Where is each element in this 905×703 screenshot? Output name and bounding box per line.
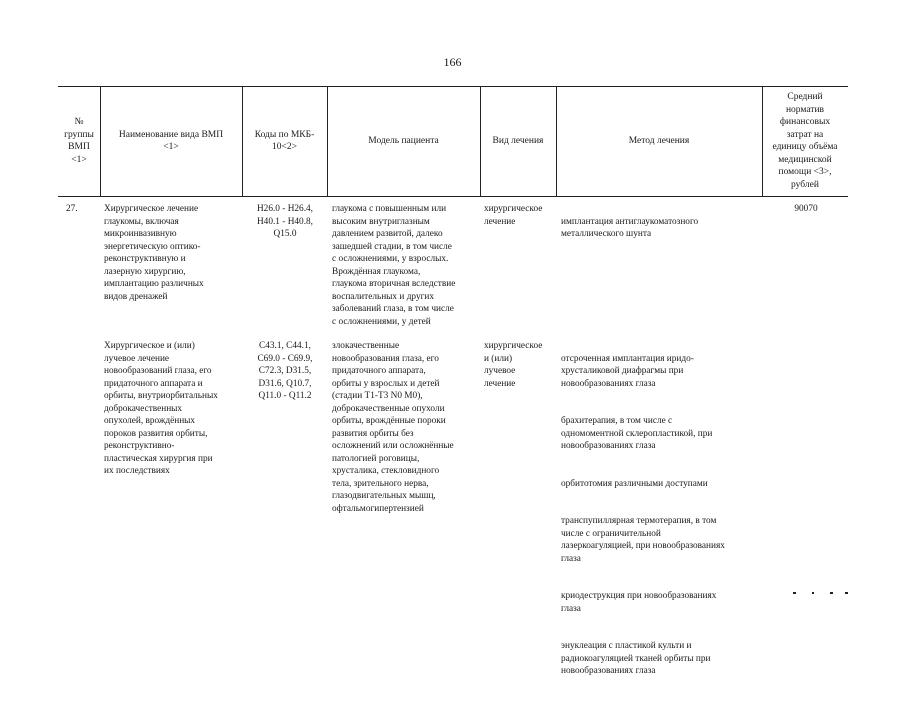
page-number: 166 — [443, 55, 462, 69]
scan-artifact — [845, 592, 848, 594]
row-treatment-type: хирургическое лечение — [484, 204, 543, 227]
scan-artifact — [812, 592, 814, 594]
row-patient-model: глаукома с повышенным или высоким внутриглазным давлением развитой, далеко зашедшей стадии, в том числе с осложнениями, у взрослых. Врождённая глаукома, глаукома вторичная вследствие воспалительных и других заболеваний глаза, в том числе с осложнениями, у детей — [332, 204, 456, 327]
method-item: орбитотомия различными доступами — [561, 478, 708, 489]
row-vmp-name: Хирургическое и (или) лучевое лечение новообразований глаза, его придаточного аппарата и орбиты, внутриорбитальных доброкачественных опухолей, врождённых пороков развития орбиты, реконструктивно- пластическая хирургия при их последствиях — [104, 341, 218, 476]
row-treatment-type: хирургическое и (или) лучевое лечение — [484, 341, 543, 389]
row-treatment-method — [561, 203, 761, 266]
method-item: энуклеация с пластикой культи и радиокоагуляцией тканей орбиты при новообразованиях глаза — [561, 641, 711, 676]
row-icd-codes: C43.1, C44.1, C69.0 - C69.9, C72.3, D31.5, D31.6, Q10.7, Q11.0 - Q11.2 — [257, 341, 313, 401]
row-treatment-method — [561, 340, 761, 703]
header-icd-codes: Коды по МКБ- 10<2> — [254, 129, 315, 152]
method-item: брахитерапия, в том числе с одномоментной склеропластикой, при новообразованиях глаза — [561, 416, 713, 451]
row-icd-codes: H26.0 - H26.4, H40.1 - H40.8, Q15.0 — [256, 204, 314, 239]
row-cost: 90070 — [794, 204, 818, 214]
scan-artifact — [830, 592, 833, 594]
header-treatment-method: Метод лечения — [628, 135, 690, 146]
header-patient-model: Модель пациента — [368, 135, 439, 146]
row-vmp-name: Хирургическое лечение глаукомы, включая микроинвазивную энергетическую оптико- реконструктивную и лазерную хирургию, имплантацию различных видов дренажей — [104, 204, 204, 302]
scan-artifact — [793, 592, 796, 594]
header-vmp-name: Наименование вида ВМП <1> — [118, 129, 224, 152]
row-num: 27. — [66, 204, 78, 214]
header-cost-norm: Средний норматив финансовых затрат на единицу объёма медицинской помощи <3>, рублей — [772, 92, 838, 190]
header-treatment-type: Вид лечения — [492, 135, 544, 146]
method-item: отсроченная имплантация иридо- хрусталиковой диафрагмы при новообразованиях глаза — [561, 353, 694, 389]
method-item: криодеструкция при новообразованиях глаза — [561, 591, 717, 614]
row-patient-model: злокачественные новообразования глаза, его придаточного аппарата, орбиты у взрослых и детей (стадии T1-T3 N0 M0), доброкачественные опухоли орбиты, врождённые пороки развития орбиты без осложнений или осложнённые патологией роговицы, хрусталика, стекловидного тела, зрительного нерва, глазодвигательных мышц, офтальмогипертензией — [332, 341, 454, 514]
table-header-rule — [58, 196, 848, 197]
header-num: № группы ВМП <1> — [64, 117, 94, 165]
method-item: транспупиллярная термотерапия, в том числе с ограничительной лазеркоагуляцией, при новообразованиях глаза — [561, 516, 725, 564]
method-item: имплантация антиглаукоматозного металлического шунта — [561, 216, 699, 239]
